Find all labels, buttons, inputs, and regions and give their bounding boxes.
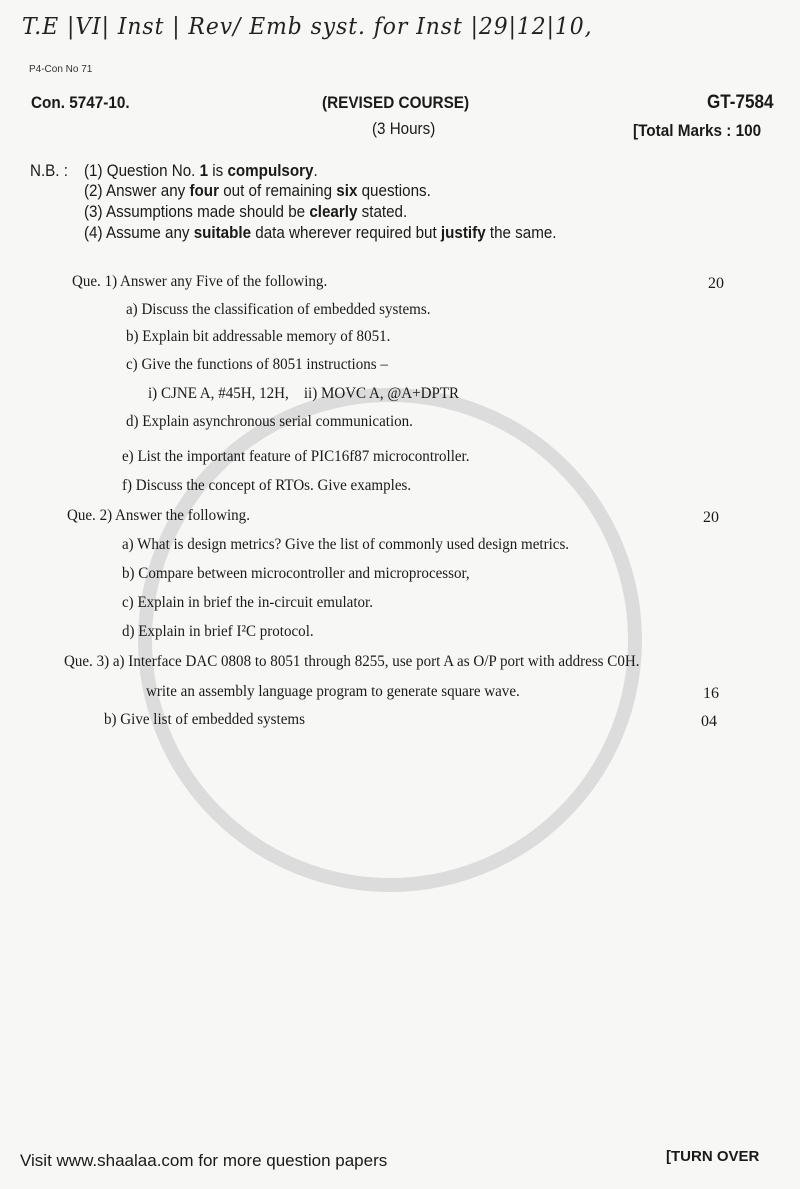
question-part: f) Discuss the concept of RTOs. Give examples. — [122, 477, 412, 494]
question-part: b) Give list of embedded systems — [104, 711, 305, 728]
question-part: d) Explain asynchronous serial communication. — [126, 413, 413, 430]
footer-link[interactable]: Visit www.shaalaa.com for more question papers — [20, 1151, 388, 1170]
turn-over: [TURN OVER — [666, 1148, 760, 1165]
nb-item: (4) Assume any suitable data wherever required but justify the same. — [84, 224, 557, 242]
question-part: b) Explain bit addressable memory of 8051. — [126, 328, 391, 345]
question-part: b) Compare between microcontroller and microprocessor, — [122, 565, 470, 582]
handwritten-header: T.E |VI| Inst | Rev/ Emb syst. for Inst |29|12|10, — [22, 14, 593, 40]
question-part: a) Discuss the classification of embedded systems. — [126, 301, 431, 318]
paper-code: GT-7584 — [707, 92, 774, 113]
duration: (3 Hours) — [372, 120, 436, 138]
question-1-heading: Que. 1) Answer any Five of the following. — [72, 273, 328, 290]
question-2-marks: 20 — [703, 509, 719, 526]
question-part: e) List the important feature of PIC16f87 microcontroller. — [122, 448, 470, 465]
part-marks: 16 — [703, 685, 719, 702]
question-part: c) Give the functions of 8051 instructions – — [126, 356, 388, 373]
question-subpart: i) CJNE A, #45H, 12H, ii) MOVC A, @A+DPTR — [148, 385, 460, 402]
nb-item: (2) Answer any four out of remaining six questions. — [84, 182, 431, 200]
con-number: Con. 5747-10. — [31, 93, 130, 112]
total-marks: [Total Marks : 100 — [633, 121, 762, 140]
course-type: (REVISED COURSE) — [322, 93, 470, 112]
question-part: d) Explain in brief I²C protocol. — [122, 623, 314, 640]
nb-label: N.B. : — [30, 162, 68, 180]
question-part: c) Explain in brief the in-circuit emulator. — [122, 594, 373, 611]
question-3-heading: Que. 3) a) Interface DAC 0808 to 8051 through 8255, use port A as O/P port with address C0H. — [64, 653, 640, 670]
question-2-heading: Que. 2) Answer the following. — [67, 507, 250, 524]
question-part: a) What is design metrics? Give the list of commonly used design metrics. — [122, 536, 570, 553]
part-marks: 04 — [701, 713, 717, 730]
nb-item: (1) Question No. 1 is compulsory. — [84, 162, 318, 180]
question-1-marks: 20 — [708, 275, 724, 292]
question-part: write an assembly language program to generate square wave. — [146, 683, 520, 700]
nb-item: (3) Assumptions made should be clearly stated. — [84, 203, 408, 221]
ref-code: P4-Con No 71 — [29, 64, 93, 75]
